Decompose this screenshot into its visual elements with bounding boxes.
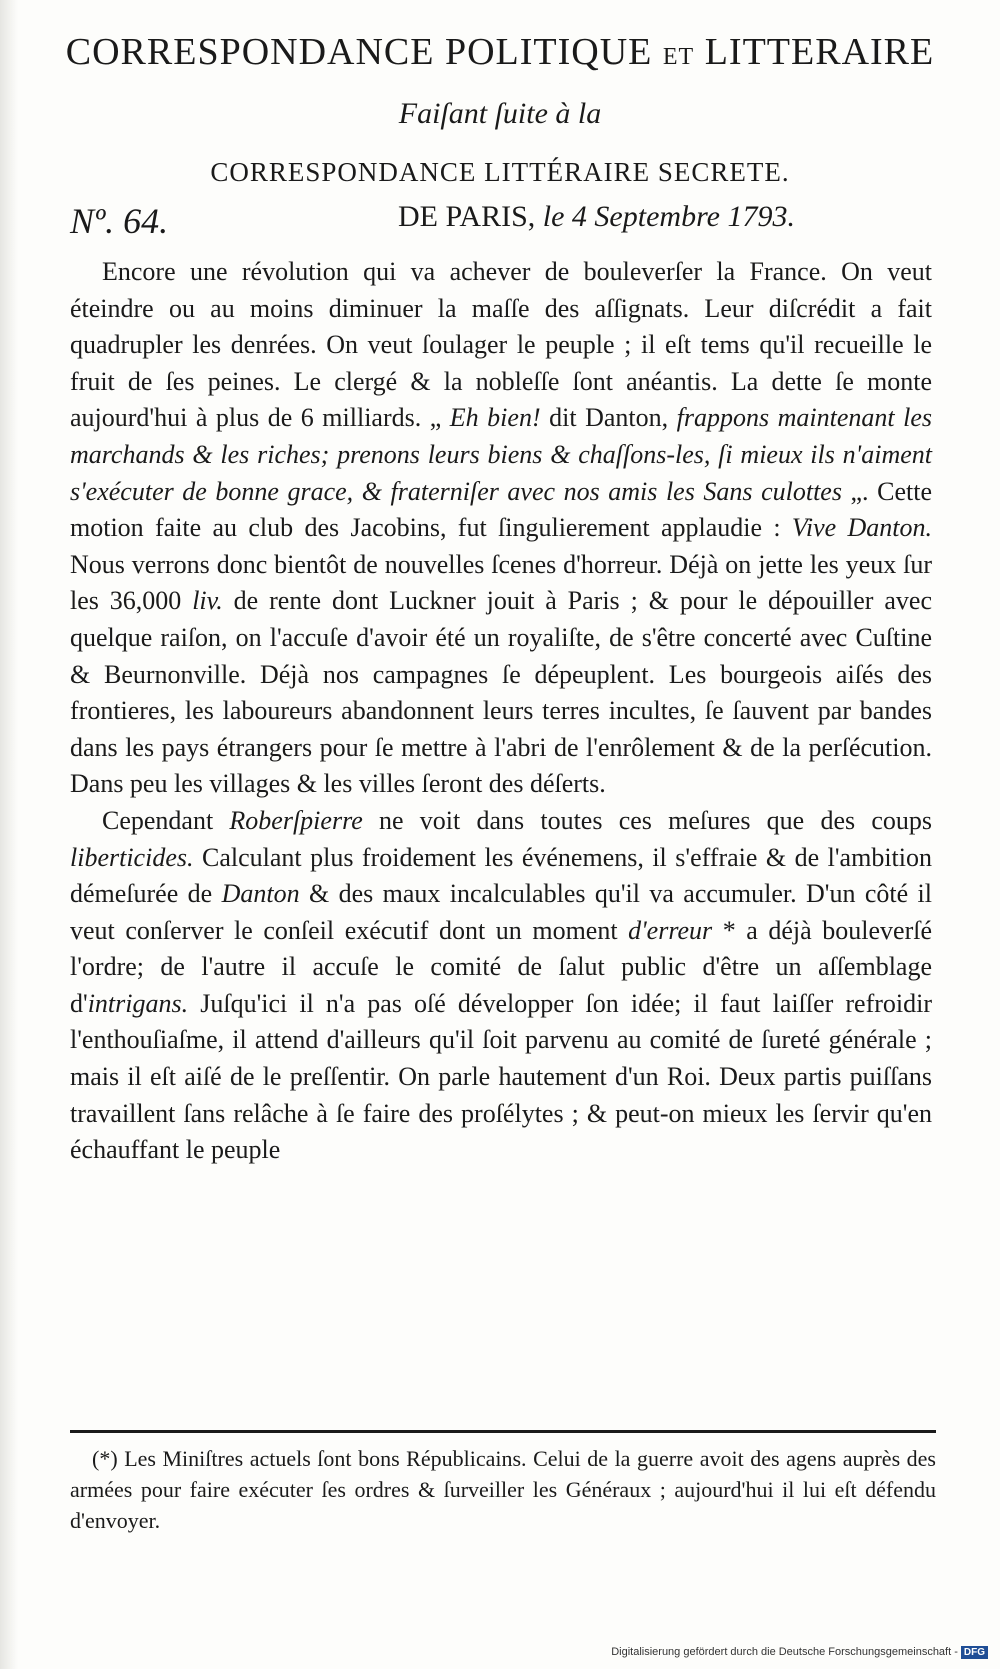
p1-text-4: Nous verrons donc bientôt de nouvelles ſcenes d'horreur. Déjà on jette les yeux ſur les 36,000 <box>70 549 932 616</box>
footnote-divider <box>70 1430 936 1433</box>
p2-text-5: * a déjà bouleverſé l'ordre; de l'autre il accuſe le comité de ſalut public d'être un aſſemblage d' <box>70 915 932 1018</box>
credit-text: Digitalisierung gefördert durch die Deutsche Forschungsgemeinschaft - <box>611 1646 958 1658</box>
p1-text-2: dit Danton, <box>549 403 677 433</box>
p1-text-1: Encore une révolution qui va achever de bouleverſer la France. On veut éteindre ou au moins diminuer la maſſe des aſſignats. Leur diſcrédit a fait quadrupler les denrées. On veut ſoulager le peuple ; il eſt tems qu'il recueille le fruit de ſes peines. Le clergé & la nobleſſe ſont anéantis. La dette ſe monte aujourd'hui à plus de 6 milliards. „ <box>70 257 932 433</box>
p1-italic-vive-danton: Vive Danton. <box>791 513 932 543</box>
article-body <box>70 254 932 1169</box>
p2-italic-roberspierre: Roberſpierre <box>229 805 363 835</box>
masthead-et: ET <box>662 44 695 70</box>
p2-italic-erreur: d'erreur <box>628 915 713 945</box>
issue-date: le 4 Septembre 1793. <box>542 200 795 233</box>
page-edge-shadow <box>0 0 18 1669</box>
p2-text-1: Cependant <box>102 805 230 835</box>
masthead-title-1: CORRESPONDANCE POLITIQUE <box>65 31 653 73</box>
subtitle-secondary: CORRESPONDANCE LITTÉRAIRE SECRETE. <box>210 157 790 187</box>
p1-text-3: „. Cette motion faite au club des Jacobins, fut ſingulierement applaudie : <box>70 476 932 543</box>
p2-italic-danton: Danton <box>221 879 300 909</box>
p1-italic-quote: frappons maintenant les marchands & les riches; prenons leurs biens & chaſſons-les, ſi mieux ils n'aiment s'exécuter de bonne grace, & fraterniſer avec nos amis les Sans culottes <box>70 403 932 506</box>
p2-text-3: Calculant plus froidement les événemens, il s'effraie & de l'ambition démeſurée de <box>70 842 932 909</box>
digitization-credit <box>611 1646 988 1659</box>
subtitle: Faiſant ſuite à la <box>398 97 602 130</box>
issue-dateline <box>398 200 795 234</box>
p1-text-5: de rente dont Luckner jouit à Paris ; & pour le dépouiller avec quelque raiſon, on l'accuſe d'avoir été un royaliſte, de s'être concerté avec Cuſtine & Beurnonville. Déjà nos campagnes ſe dépeuplent. Les bourgeois aiſés des frontieres, les laboureurs abandonnent leurs terres incultes, ſe ſauvent par bandes dans les pays étrangers pour ſe mettre à l'abri de l'enrôlement & de la perſécution. Dans peu les villages & les villes ſeront des déſerts. <box>70 586 932 799</box>
issue-line <box>70 200 930 244</box>
issue-place: DE PARIS, <box>398 200 536 233</box>
p1-italic-eh-bien: Eh bien! <box>449 403 550 433</box>
masthead-title-2: LITTERAIRE <box>704 31 935 73</box>
footnote-text: (*) Les Miniſtres actuels ſont bons Républicains. Celui de la guerre avoit des agens auprès des armées pour faire exécuter ſes ordres & ſurveiller les Généraux ; aujourd'hui il lui eſt défendu d'envoyer. <box>70 1446 936 1533</box>
p2-text-6: Juſqu'ici il n'a pas oſé développer ſon idée; il faut laiſſer refroidir l'enthouſiaſme, il attend d'ailleurs qu'il ſoit parvenu au comité de ſureté générale ; mais il eſt aiſé de le preſſentir. On parle hautement d'un Roi. Deux partis puiſſans travaillent ſans relâche à ſe faire des proſélytes ; & peut-on mieux les ſervir qu'en échauffant le peuple <box>70 988 932 1165</box>
p2-italic-liberticides: liberticides. <box>70 842 194 872</box>
p2-italic-intrigans: intrigans. <box>87 988 189 1018</box>
masthead <box>40 30 960 79</box>
dfg-logo-icon: DFG <box>961 1646 988 1659</box>
paragraph-1 <box>70 254 932 803</box>
p1-italic-liv: liv. <box>192 586 223 616</box>
issue-number: Nº. 64. <box>70 201 169 241</box>
paragraph-2 <box>70 803 932 1169</box>
footnote <box>70 1443 936 1536</box>
p2-text-4: & des maux incalculables qu'il va accumuler. D'un côté il veut conſerver le conſeil exécutif dont un moment <box>70 879 932 945</box>
p2-text-2: ne voit dans toutes ces meſures que des coups <box>362 805 932 835</box>
